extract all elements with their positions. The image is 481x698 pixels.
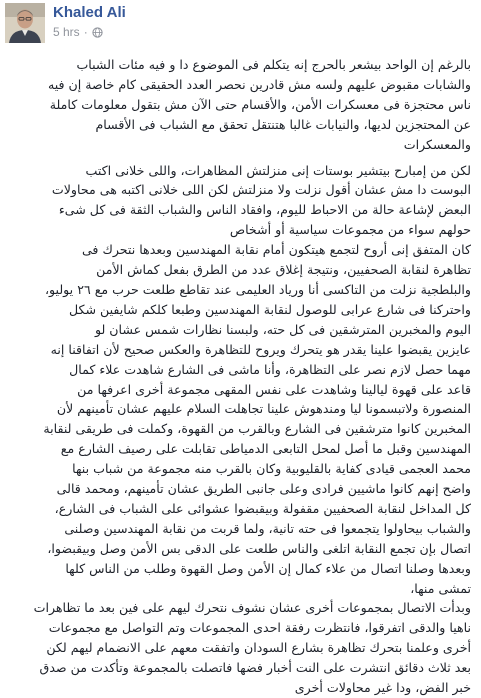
- post-paragraph: وبدأت الاتصال بمجموعات أخرى عشان نشوف نتحرك ليهم على فين بعد ما تظاهرات ناهيا والدقى اتفرقوا، فانتظرت رفقة احدى المجموعات وتم التواصل مع مجموعات أخرى وعلمنا بتحرك تظاهرة بشارع السودان واتفقت معهم على الانضمام ليهم لكن بعد ثلاث دقائق انتشرت على النت أخبار فضها فاتصلت بالمجموعة وتأكدت من صدق خبر الفض، ودا غير محاولات أخرى: [33, 600, 471, 696]
- globe-icon[interactable]: [92, 27, 103, 38]
- post-paragraph: كان المتفق إنى أروح لتجمع هيتكون أمام نقابة المهندسين وبعدها نتحرك فى تظاهرة لنقابة الصحفيين، ونتيجة إغلاق عدد من الطرق بفعل كماش الأمن والبلطجية نزلت من التاكسى أنا ورياد العليمى عند تقاطع طلعت حرب مع ٢٦ يوليو، واحتركنا فى شارع عرابى للوصول لنقابة المهندسين وطبعا كلكم شايفين شكل اليوم والمخبرين المترشقين فى كل حته، ولبسنا نظارات شمس عشان لو عايزين يقبضوا علينا يقدر هو يتحرك ويروح للتظاهرة والعكس صحيح لأن اتفاقنا إنه مهما حصل لازم نصر على التظاهرة، وأنا ماشى فى الشارع شاهدت علاء كمال قاعد على قهوة ليالينا وشاهدت على نفس المقهى مجموعة أخرى اعرفها من المنصورة ولاتبسمونا ليا ومندهوش علينا تجاهلت السلام عليهم عشان تأمينهم لأن المخبرين كانوا مترشقين فى الشارع وبالقرب من القهوة، وكملت فى طريقى لنقابة المهندسين وقبل ما أصل لمحل التابعى الدمياطى تقابلت على رصيف الشارع مع محمد العجمى قيادى كفاية بالقليوبية وكان بالقرب منه مجموعة من شباب بنها واضح إنهم كانوا ماشيين فرادى وعلى جانبى الطريق عشان تأمينهم، ومحمد قالى كل المداخل لنقابة الصحفيين مقفولة وبيقبضوا عشوائى على الشباب فى الشارع، والشباب بيحاولوا يتجمعوا فى حته تانية، ولما قربت من نقابة المهندسين وصلنى اتصال بإن تجمع النقابة اتلغى والناس طلعت على الدقى بس الأمن وصل وبيقبضوا، وبعدها وصلنا اتصال من علاء كمال إن الأمن وصل القهوة وطلب من الناس كلها تمشى منها،: [43, 242, 471, 596]
- post-header: [5, 3, 475, 43]
- post-paragraph: لكن من إمبارح بيتشير بوستات إنى منزلتش المظاهرات، واللى خلانى اكتب البوست دا مش عشان أقول نزلت ولا منزلتش لكن اللى خلانى اكتبه هى محاولات البعض لإشاعة حالة من الاحباط لليوم، وافقاد الناس والشباب الثقة فى كل شىء حولهم سواء من مجموعات سياسية أو أشخاص: [51, 162, 471, 238]
- profile-photo: [5, 3, 45, 43]
- post-meta: [53, 25, 103, 39]
- post-body: [6, 55, 471, 698]
- post-timestamp[interactable]: 5 hrs: [53, 25, 80, 39]
- author-avatar[interactable]: [5, 3, 45, 43]
- meta-separator: ·: [83, 25, 88, 39]
- author-name[interactable]: Khaled Ali: [53, 4, 126, 21]
- post-paragraph: بالرغم إن الواحد بيشعر بالحرج إنه يتكلم فى الموضوع دا و فيه مئات الشباب والشابات مقبوض عليهم ولسه مش قادرين نحصر العدد الحقيقى كام خاصة إن فيه ناس محتجزة فى معسكرات الأمن، والأقسام حتى الآن مش بتقول معلومات كاملة عن المحتجزين لديها، والنيابات غالبا هتنتقل تحقق مع الشباب فى الأقسام والمعسكرات: [47, 57, 471, 152]
